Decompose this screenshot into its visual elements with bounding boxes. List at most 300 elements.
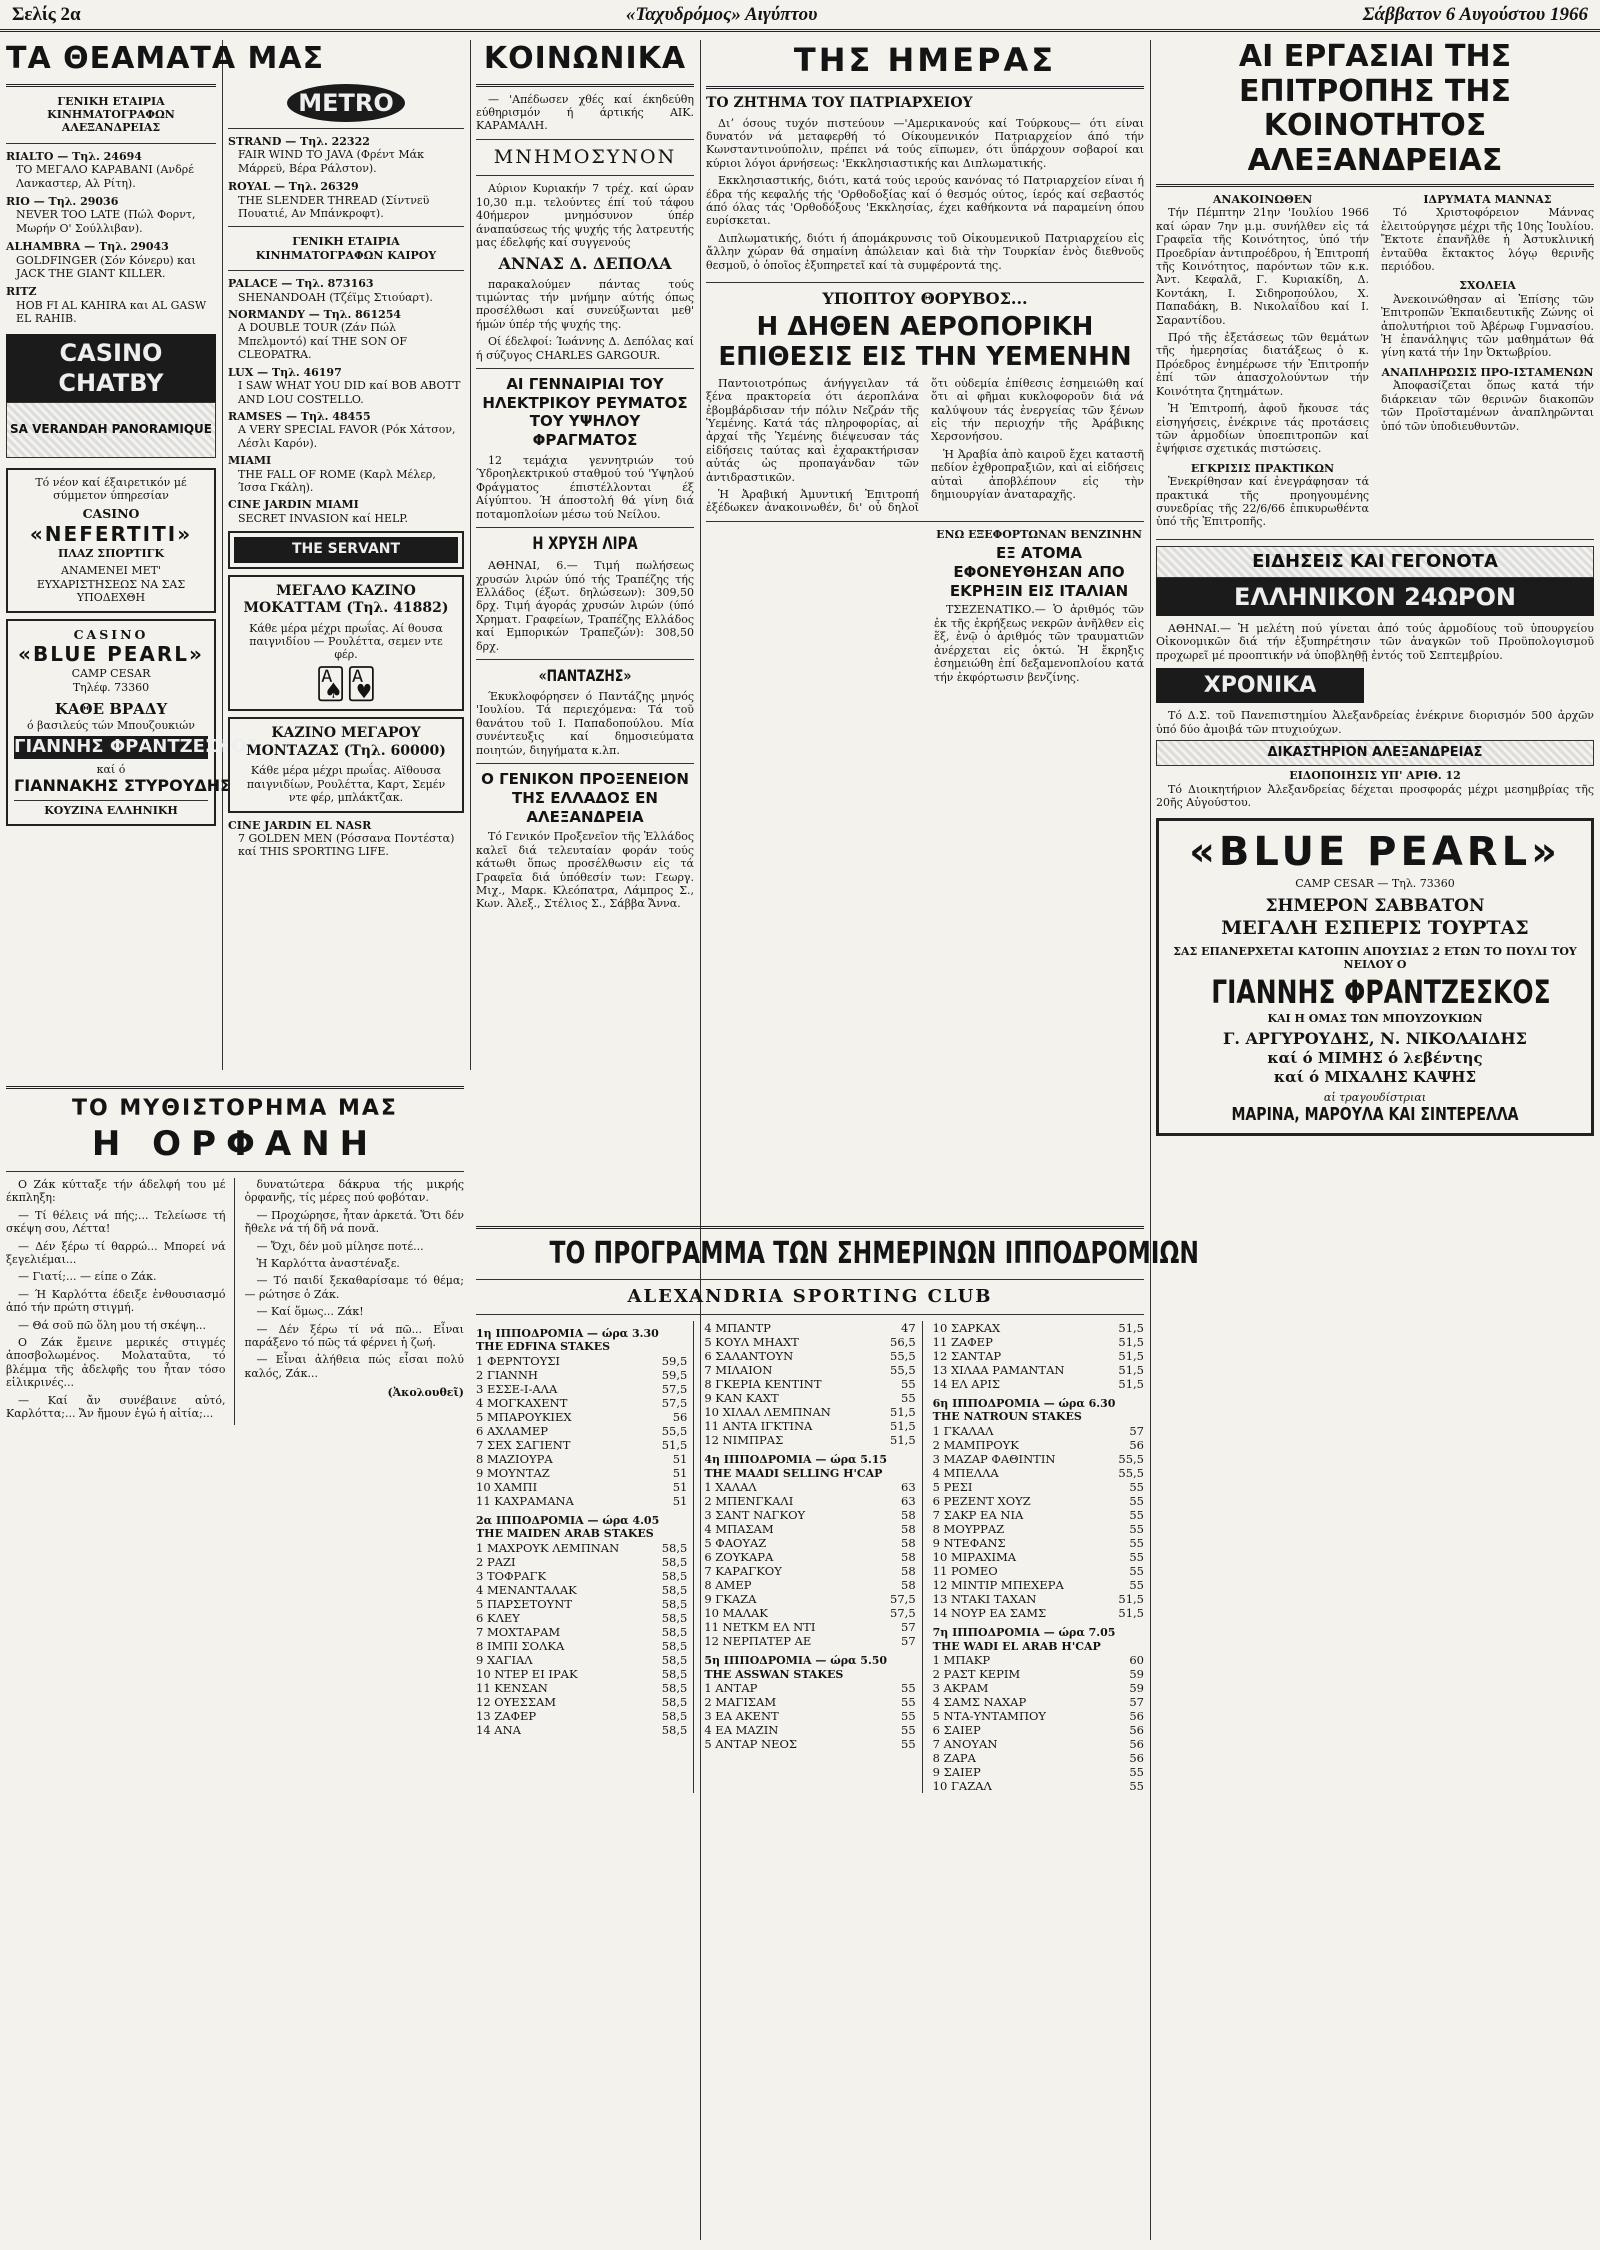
race-entry bbox=[933, 1564, 1144, 1578]
cinema-entry: MIAMI THE FALL OF ROME (Καρλ Μέλερ, Ίσσα Γκάλη). bbox=[228, 454, 436, 494]
blue-pearl-event-ad: «BLUE PEARL» CAMP CESAR — Τηλ. 73360 ΣΗΜΕΡΟΝ ΣΑΒΒΑΤΟΝ ΜΕΓΑΛΗ ΕΣΠΕΡΙΣ ΤΟΥΡΤΑΣ ΣΑΣ ΕΠΑΝΕΡΧΕΤΑΙ ΚΑΤΟΠΙΝ ΑΠΟΥΣΙΑΣ 2 ΕΤΩΝ ΤΟ ΠΟΥΛΙ ΤΟΥ ΝΕΙΛΟΥ Ο ΓΙΑΝΝΗΣ ΦΡΑΝΤΖΕΣΚΟΣ ΚΑΙ Η ΟΜΑΣ ΤΩΝ ΜΠΟΥΖΟΥΚΙΩΝ Γ. ΑΡΓΥΡΟΥΔΗΣ, Ν. ΝΙΚΟΛΑΙΔΗΣ καί ό ΜΙΜΗΣ ό λεβέντης καί ό ΜΙΧΑΛΗΣ ΚΑΨΗΣ αἱ τραγουδίστριαι ΜΑΡΙΝΑ, ΜΑΡΟΥΛΑ ΚΑΙ ΣΙΝΤΕΡΕΛΛΑ bbox=[1156, 818, 1594, 1136]
race-entry bbox=[704, 1391, 915, 1405]
column-community: ΑΙ ΕΡΓΑΣΙΑΙ ΤΗΣ ΕΠΙΤΡΟΠΗΣ ΤΗΣ ΚΟΙΝΟΤΗΤΟΣ ΑΛΕΞΑΝΔΡΕΙΑΣ ΑΝΑΚΟΙΝΩΘΕΝ Τήν Πέμπτην 21ην 'Ιουλίου 1966 καί ώραν 7ην μ.μ. συνήλθεν εἰς τά Γραφεῖα τῆς Κοινότητος, ὑπό τήν Προεδρίαν ἀντιπροέδρου, ἡ Ἐπιτροπή τῆς Κοινότητος, παρόντων τῶν κ.κ. Ἀντ. Κεφαλᾶ, Γ. Κυριακίδη, Δ. Κοντάκη, Ι. Σιδηροπούλου, Χ. Παπαδάκη, Β. Νικολαΐδου καί Ι. Σαραντίδου. Πρό τῆς ἐξετάσεως τῶν θεμάτων τῆς ἡμερησίας διατάξεως ὁ κ. Πρόεδρος ἐνημέρωσε τήν Ἐπιτροπήν ἐπί τῶν ἀπασχολούντων τήν Κοινότητα ζητημάτων. Ἡ Ἐπιτροπή, ἀφοῦ ἤκουσε τάς εἰσηγήσεις, ἐνέκρινε τάς προτάσεις τῶν ἁρμοδίων ὑποεπιτροπῶν καί ἐψήφισε σχετικάς πιστώσεις. ΕΓΚΡΙΣΙΣ ΠΡΑΚΤΙΚΩΝ Ἐνεκρίθησαν καί ἐνεγράφησαν τά πρακτικά τῆς προηγουμένης συνεδρίας τῆς 22/6/66 ἐπικυρωθέντα ὑπό τῆς Ἐπιτροπῆς. ΙΔΡΥΜΑΤΑ ΜΑΝΝΑΣ Τό Χριστοφόρειον Μάννας ἐλειτούργησε μέχρι τῆς 10ης Ἰουλίου. Ἔκτοτε ἐπανῆλθε ἡ Ἀστυκλινική ἐνταῦθα ἔκτακτος λόγῳ θερινῆς περιόδου. ΣΧΟΛΕΙΑ Ἀνεκοινώθησαν αἱ Ἐπίσης τῶν Ἐπιτροπῶν Ἐκπαιδευτικῆς Ζώνης οἱ ἀπολυτήριοι τοῦ Ἀβέρωφ Γυμνασίου. Ἡ ἐπανάληψις τῶν μαθημάτων θά γίνη κατά τήν 1ην Ὀκτωβρίου. ΑΝΑΠΛΗΡΩΣΙΣ ΠΡΟ-ΙΣΤΑΜΕΝΩΝ Ἀποφασίζεται ὅπως κατά τήν διάρκειαν τῶν θερινῶν διακοπῶν τῶν Προϊσταμένων ἀναπληρῶνται ὑπό τῶν ὑποδιευθυντῶν. ΕΙΔΗΣΕΙΣ ΚΑΙ ΓΕΓΟΝΟΤΑ ΕΛΛΗΝΙΚΟΝ 24ΩΡΟΝ ΑΘΗΝΑΙ.— Ἡ μελέτη πού γίνεται ἀπό τούς ἁρμοδίους τοῦ ὑπουργείου Οἰκονομικῶν διά τήν ἐξυπηρέτησιν τῶν ἀναγκῶν τοῦ Προϋπολογισμοῦ προχωρεῖ μέ προοπτικήν νά ὑποβληθῇ ἐντός τοῦ Σεπτεμβρίου. ΧΡΟΝΙΚΑ Τό Δ.Σ. τοῦ Πανεπιστημίου Ἀλεξανδρείας ἐνέκρινε διορισμόν 500 ἀρχῶν ὑπό δύο ἀμοιβά τῶν πτυχιούχων. ΔΙΚΑΣΤΗΡΙΟΝ ΑΛΕΞΑΝΔΡΕΙΑΣ ΕΙΔΟΠΟΙΗΣΙΣ ΥΠ' ΑΡΙΘ. 12 Τό Διοικητήριον Ἀλεξανδρείας δέχεται προσφοράς μέχρι μεσημβρίας τῆς 20ῆς Αὐγούστου. «BLUE PEARL» CAMP CESAR — Τηλ. 73360 ΣΗΜΕΡΟΝ ΣΑΒΒΑΤΟΝ ΜΕΓΑΛΗ ΕΣΠΕΡΙΣ ΤΟΥΡΤΑΣ ΣΑΣ ΕΠΑΝΕΡΧΕΤΑΙ ΚΑΤΟΠΙΝ ΑΠΟΥΣΙΑΣ 2 ΕΤΩΝ ΤΟ ΠΟΥΛΙ ΤΟΥ ΝΕΙΛΟΥ Ο ΓΙΑΝΝΗΣ ΦΡΑΝΤΖΕΣΚΟΣ ΚΑΙ Η ΟΜΑΣ ΤΩΝ ΜΠΟΥΖΟΥΚΙΩΝ Γ. ΑΡΓΥΡΟΥΔΗΣ, Ν. ΝΙΚΟΛΑΙΔΗΣ καί ό ΜΙΜΗΣ ό λεβέντης καί ό ΜΙΧΑΛΗΣ ΚΑΨΗΣ αἱ τραγουδίστριαι ΜΑΡΙΝΑ, ΜΑΡΟΥΛΑ ΚΑΙ ΣΙΝΤΕΡΕΛΛΑ bbox=[1156, 40, 1594, 2240]
horse-weight: 58,5 bbox=[661, 1624, 688, 1639]
horse-weight: 55 bbox=[901, 1391, 916, 1406]
race-entry bbox=[704, 1620, 915, 1634]
race-entry bbox=[704, 1681, 915, 1695]
horse-name: 8 ΙΜΠΙ ΣΟΛΚΑ bbox=[476, 1638, 565, 1653]
horse-weight: 51,5 bbox=[661, 1437, 688, 1452]
race-entry bbox=[933, 1723, 1144, 1737]
horse-name: 10 ΜΑΛΑΚ bbox=[704, 1606, 768, 1621]
blue-pearl-casino-ad: CASINO «BLUE PEARL» CAMP CESAR Τηλέφ. 73360 ΚΑΘΕ ΒΡΑΔΥ ό βασιλεύς τών Μπουζουκιών ΓΙΑΝΝΗΣ ΦΡΑΝΤΖΕΣΚΟΣ καί ό ΓΙΑΝΝΑΚΗΣ ΣΤΥΡΟΥΔΗΣ ΚΟΥΖΙΝΑ ΕΛΛΗΝΙΚΗ bbox=[6, 619, 216, 826]
horse-weight: 56 bbox=[1129, 1751, 1144, 1766]
novel-col-a: Ο Ζάκ κύτταξε τήν άδελφή του μέ έκπληξη: — Τί θέλεις νά πής;... Τελείωσε τή σκέψη σου, Λέττα! — Δέν ξέρω τί θαρρώ... Μπορεί νά ξεγελιέμαι... — Γιατί;... — είπε ο Ζάκ. — Ή Καρλόττα έδειξε ἐνθουσιασμό ἀπό τήν πρώτη στιγμή. — Θά σοῦ πῶ ὅλη μου τή σκέψη... Ο Ζάκ ἔμεινε μερικές στιγμές ἀποσβολωμένος. Μολαταῦτα, τό βλέμμα τῆς ἀδελφῆς του ἦταν τόσο εἰλικρινές... — Καί ἄν συνέβαινε αὐτό, Καρλόττα;... Ἄν ἤμουν ἐγώ ἡ αἰτία;... bbox=[6, 1178, 235, 1425]
race-entry bbox=[704, 1564, 915, 1578]
horse-weight: 47 bbox=[901, 1321, 916, 1335]
race-entry bbox=[476, 1466, 687, 1480]
race-entry bbox=[704, 1377, 915, 1391]
company-title: ΓΕΝΙΚΗ ΕΤΑΙΡΙΑ ΚΙΝΗΜΑΤΟΓΡΑΦΩΝ ΚΑΙΡΟΥ bbox=[255, 235, 437, 262]
race-entry bbox=[933, 1779, 1144, 1793]
race-entry bbox=[476, 1723, 687, 1737]
horse-weight: 55 bbox=[1129, 1479, 1144, 1494]
horse-weight: 51 bbox=[672, 1465, 688, 1480]
race-block bbox=[704, 1654, 915, 1751]
horse-weight: 55 bbox=[1129, 1507, 1144, 1522]
race-block bbox=[933, 1321, 1144, 1391]
race-entry bbox=[476, 1583, 687, 1597]
horse-weight: 51,5 bbox=[1118, 1335, 1144, 1350]
company-title: ΓΕΝΙΚΗ ΕΤΑΙΡΙΑ ΚΙΝΗΜΑΤΟΓΡΑΦΩΝ ΑΛΕΞΑΝΔΡΕΙΑΣ bbox=[47, 94, 175, 135]
horse-weight: 58 bbox=[901, 1522, 916, 1536]
race-entry bbox=[704, 1480, 915, 1494]
servant-title: THE SERVANT bbox=[291, 541, 401, 558]
horse-name: 9 ΜΟΥΝΤΑΖ bbox=[476, 1465, 550, 1480]
horse-weight: 58,5 bbox=[661, 1596, 688, 1611]
headline: ΑΙ ΓΕΝΝΑΙΡΙΑΙ ΤΟΥ ΗΛΕΚΤΡΙΚΟΥ ΡΕΥΜΑΤΟΣ ΤΟΥ ΥΨΗΛΟΥ ΦΡΑΓΜΑΤΟΣ bbox=[482, 374, 688, 450]
race-entry bbox=[933, 1667, 1144, 1681]
race-entry bbox=[476, 1653, 687, 1667]
race-entry bbox=[704, 1634, 915, 1648]
horse-weight: 57,5 bbox=[661, 1381, 688, 1396]
race-entry bbox=[933, 1536, 1144, 1550]
race-entry bbox=[704, 1433, 915, 1447]
race-block bbox=[933, 1397, 1144, 1620]
horse-weight: 55 bbox=[901, 1377, 916, 1392]
horse-name: 2 ΡΑΣΤ ΚΕΡΙΜ bbox=[932, 1666, 1021, 1681]
horse-weight: 57,5 bbox=[890, 1592, 916, 1607]
horse-name: 11 ΚΑΧΡΑΜΑΝΑ bbox=[476, 1493, 574, 1508]
horse-name: 1 ΦΕΡΝΤΟΥΣΙ bbox=[476, 1353, 560, 1368]
horse-weight: 57 bbox=[1129, 1423, 1144, 1438]
horse-name: 5 ΡΕΣΙ bbox=[932, 1479, 973, 1494]
horse-name: 1 ΑΝΤΑΡ bbox=[704, 1680, 758, 1695]
horse-name: 12 ΣΑΝΤΑΡ bbox=[932, 1349, 1002, 1364]
race-entry bbox=[933, 1765, 1144, 1779]
horse-weight: 59,5 bbox=[661, 1353, 688, 1368]
race-entry bbox=[933, 1522, 1144, 1536]
metro-ad: METRO bbox=[287, 84, 405, 122]
subhead: ΕΓΚΡΙΣΙΣ ΠΡΑΚΤΙΚΩΝ bbox=[1190, 461, 1335, 475]
race-entry bbox=[933, 1737, 1144, 1751]
horse-weight: 57 bbox=[901, 1634, 916, 1649]
subhead: ΣΧΟΛΕΙΑ bbox=[1459, 279, 1516, 293]
horse-name: 8 ΓΚΕΡΙΑ ΚΕΝΤΙΝΤ bbox=[704, 1377, 822, 1392]
horse-weight: 56,5 bbox=[890, 1335, 916, 1350]
page-number: Σελίς 2α bbox=[12, 3, 81, 25]
race-entry bbox=[704, 1335, 915, 1349]
horse-name: 2 ΜΑΓΙΣΑΜ bbox=[704, 1694, 777, 1709]
horse-name: 5 ΜΠΑΡΟΥΚΙΕΧ bbox=[476, 1409, 572, 1424]
race-block bbox=[704, 1453, 915, 1648]
headline: Η ΔΗΘΕΝ ΑΕΡΟΠΟΡΙΚΗ ΕΠΙΘΕΣΙΣ ΕΙΣ ΤΗΝ ΥΕΜΕΝΗΝ bbox=[718, 311, 1132, 372]
race-entry bbox=[933, 1452, 1144, 1466]
race-title: 5η ΙΠΠΟΔΡΟΜΙΑ — ώρα 5.50 bbox=[704, 1654, 888, 1668]
horse-name: 5 ΦΑΟΥΑΖ bbox=[704, 1536, 767, 1551]
verandah-ad: SA VERANDAH PANORAMIQUE bbox=[6, 402, 216, 458]
issue-date: Σάββατον 6 Αυγούστου 1966 bbox=[1362, 3, 1588, 25]
horse-name: 7 ΣΕΧ ΣΑΓΙΕΝΤ bbox=[476, 1437, 571, 1452]
horse-name: 6 ΑΧΛΑΜΕΡ bbox=[476, 1423, 548, 1438]
horse-weight: 57,5 bbox=[661, 1395, 688, 1410]
horse-weight: 58,5 bbox=[661, 1610, 688, 1625]
horse-name: 14 ΕΛ ΑΡΙΣ bbox=[932, 1377, 1001, 1392]
race-entry bbox=[933, 1335, 1144, 1349]
section-banner: ΤΗΣ ΗΜΕΡΑΣ bbox=[793, 41, 1057, 79]
cinema-entry: PALACE — Τηλ. 873163 SHENANDOAH (Τζέϊμς Στιούαρτ). bbox=[228, 277, 433, 304]
horse-name: 13 ΧΙΛΑΑ ΡΑΜΑΝΤΑΝ bbox=[932, 1363, 1065, 1378]
race-entry bbox=[933, 1653, 1144, 1667]
horse-name: 6 ΣΑΛΑΝΤΟΥΝ bbox=[704, 1349, 794, 1364]
horse-weight: 58,5 bbox=[661, 1540, 688, 1555]
column-rule bbox=[222, 40, 223, 1070]
horse-weight: 55 bbox=[1129, 1550, 1144, 1565]
horse-name: 2 ΓΙΑΝΝΗ bbox=[476, 1367, 538, 1382]
horse-weight: 51,5 bbox=[1118, 1349, 1144, 1364]
horse-name: 3 ΜΑΖΑΡ ΦΑΘΙΝΤΙΝ bbox=[932, 1451, 1056, 1466]
novel-section bbox=[6, 1080, 464, 2240]
horse-weight: 51,5 bbox=[890, 1405, 916, 1420]
horse-weight: 51 bbox=[672, 1479, 688, 1494]
horse-weight: 58,5 bbox=[661, 1568, 688, 1583]
horse-weight: 58 bbox=[901, 1550, 916, 1565]
article-body: Διʼ όσους τυχόν πιστεύουν —'Αμερικανούς καί Τούρκους— ότι είναι δυνατόν νά μεταφερθή τό Οίκουμενικόν Πατριαρχείον άπό τήν Κωνσταντινούπολιν, πρέπει νά τούς εϊπωμεν, ότι ΰπάρχουν σοβαροί και κύριοι λόγοι άρνήσεως: 'Εκκλησιαστικής και Διπλωματικής. Εκκλησιαστικής, διότι, κατά τούς ιερούς κανόνας τό Πατριαρχείον είναι ή έδρα τής κεφαλής τής 'Ορθοδοξίας καί ό θεσμός ούτος, ίερός καί σεβαστός άπό όλας τάς 'Ορθοδόξους 'Εκκλησίας, έχει καθήκοντα νά παραμείνη όπου ευρίσκεται. Διπλωματικής, διότι ή άπομάκρυνσις τοῦ Οἰκουμενικοῦ Πατριαρχείου εἰς ἄλλην χώραν θά σημαίνη ἀπώλειαν καὶ διὰ τὴν Τουρκίαν ἑνὸς διεθνοῦς θεσμοῦ, ὁ ὁποῖος ἐξυπηρετεῖ καί τὰ συμφέροντά της. bbox=[706, 116, 1144, 272]
horse-name: 12 ΜΙΝΤΙΡ ΜΠΕΧΕΡΑ bbox=[932, 1578, 1064, 1593]
race-entry bbox=[704, 1578, 915, 1592]
horse-weight: 58 bbox=[901, 1536, 916, 1551]
headline: ΕΞ ΑΤΟΜΑ ΕΦΟΝΕΥΘΗΣΑΝ ΑΠΟ ΕΚΡΗΞΙΝ ΕΙΣ ΙΤΑΛΙΑΝ bbox=[949, 544, 1129, 600]
race-entry bbox=[933, 1681, 1144, 1695]
horse-name: 6 ΣΑΙΕΡ bbox=[932, 1723, 981, 1737]
article-body: Παντοιοτρόπως άνήγγειλαν τά ξένα πρακτορεία ότι άεροπλάνα ἐβομβάρδισαν τήν πόλιν Νεζράν τῆς Ὑεμένης. Κατά τάς πληροφορίας, αἱ ἀρχαί τῆς Ὑεμένης διέψευσαν τάς εἰδήσεις ταύτας καὶ ἐχαρακτήρισαν αὐτάς ὡς προπαγάνδαν τῶν ἀντιδραστικῶν. Ἡ Ἀραβική Ἀμυντική Ἐπιτροπή ἐξέδωκεν ἀνακοινωθέν, δι' οὗ δηλοῖ ὅτι οὐδεμία ἐπίθεσις ἐσημειώθη καί ὅτι αἱ φῆμαι κυκλοφοροῦν διά νά καλύψουν τάς ἐνεργείας τῶν ξένων εἰς τήν περιοχήν τῆς Ἀράβικης Χερσονήσου. Ἡ Ἀραβία ἀπὸ καιροῦ ἔχει καταστῆ πεδίον ἐχθροπραξιῶν, καὶ αἱ εἰδήσεις αὐταὶ ἀποβλέπουν εἰς τὴν δημιουργίαν ἀναταραχῆς. bbox=[706, 376, 1144, 515]
horse-weight: 58,5 bbox=[661, 1582, 688, 1597]
section-banner: ΚΟΙΝΩΝΙΚΑ bbox=[483, 41, 687, 76]
horse-name: 4 ΕΑ ΜΑΖΙΝ bbox=[704, 1723, 779, 1737]
horse-weight: 55 bbox=[901, 1708, 916, 1723]
horse-name: 7 ΚΑΡΑΓΚΟΥ bbox=[704, 1564, 782, 1579]
race-entry bbox=[476, 1396, 687, 1410]
horse-weight: 55 bbox=[1129, 1564, 1144, 1579]
race-entry bbox=[704, 1321, 915, 1335]
horse-name: 1 ΧΑΛΑΛ bbox=[704, 1479, 757, 1494]
race-entry bbox=[476, 1382, 687, 1396]
horse-weight: 58 bbox=[901, 1564, 916, 1579]
horse-name: 8 ΖΑΡΑ bbox=[932, 1751, 976, 1766]
horse-name: 3 ΕΑ ΑΚΕΝΤ bbox=[704, 1708, 779, 1723]
announce-label: ΑΝΑΚΟΙΝΩΘΕΝ bbox=[1212, 193, 1313, 206]
horse-weight: 63 bbox=[901, 1479, 916, 1494]
horse-name: 5 ΝΤΑ-ΥΝΤΑΜΠΟΥ bbox=[932, 1708, 1047, 1723]
race-block bbox=[704, 1321, 915, 1447]
servant-ad bbox=[228, 531, 464, 569]
horse-name: 7 ΜΙΛΑΙΟΝ bbox=[704, 1363, 773, 1378]
race-entry bbox=[476, 1368, 687, 1382]
horse-weight: 56 bbox=[1129, 1708, 1144, 1723]
horse-name: 2 ΜΠΕΝΓΚΑΛΙ bbox=[704, 1493, 794, 1508]
horse-name: 10 ΣΑΡΚΑΧ bbox=[932, 1321, 1001, 1335]
casino-chatby-ad: CASINO CHATBY bbox=[6, 334, 216, 402]
race-entry bbox=[476, 1569, 687, 1583]
horse-name: 14 ΑΝΑ bbox=[476, 1723, 521, 1737]
horse-name: 8 ΜΟΥΡΡΑΖ bbox=[932, 1522, 1005, 1536]
cinema-entry: RIALTO — Τηλ. 24694 ΤΟ ΜΕΓΑΛΟ ΚΑΡΑΒΑΝΙ (Ανδρέ Λανκαστερ, Αλ Ρίτη). bbox=[6, 149, 194, 190]
horse-weight: 51,5 bbox=[1118, 1592, 1144, 1607]
horse-weight: 58,5 bbox=[661, 1694, 688, 1709]
horse-weight: 59,5 bbox=[661, 1367, 688, 1382]
horse-weight: 55,5 bbox=[890, 1349, 916, 1364]
horse-name: 10 ΧΑΜΠΙ bbox=[476, 1479, 538, 1494]
race-name: THE MAADI SELLING H'CAP bbox=[704, 1466, 883, 1480]
race-title: 7η ΙΠΠΟΔΡΟΜΙΑ — ώρα 7.05 bbox=[932, 1626, 1116, 1640]
race-entry bbox=[704, 1508, 915, 1522]
horse-name: 3 ΣΑΝΤ ΝΑΓΚΟΥ bbox=[704, 1507, 806, 1522]
race-entry bbox=[933, 1709, 1144, 1723]
horse-name: 4 ΣΑΜΣ ΝΑΧΑΡ bbox=[932, 1694, 1027, 1709]
horse-name: 9 ΚΑΝ ΚΑΧΤ bbox=[704, 1391, 779, 1406]
race-name: THE NATROUN STAKES bbox=[932, 1410, 1082, 1424]
horse-weight: 51,5 bbox=[1118, 1606, 1144, 1621]
horse-weight: 59 bbox=[1129, 1666, 1144, 1681]
race-entry bbox=[704, 1695, 915, 1709]
race-entry bbox=[704, 1419, 915, 1433]
horse-weight: 58,5 bbox=[661, 1708, 688, 1723]
playing-cards-icon: 🂡🂱 bbox=[315, 666, 377, 702]
race-entry bbox=[704, 1737, 915, 1751]
race-entry bbox=[704, 1536, 915, 1550]
race-entry bbox=[933, 1438, 1144, 1452]
horse-weight: 58,5 bbox=[661, 1652, 688, 1667]
horse-name: 7 ΣΑΚΡ ΕΑ ΝΙΑ bbox=[932, 1507, 1024, 1522]
horse-weight: 58 bbox=[901, 1507, 916, 1522]
cinema-entry: RITZ HOB FI AL KAHIRA και AL GASW EL RAHIB. bbox=[6, 285, 207, 326]
race-entry bbox=[933, 1508, 1144, 1522]
race-entry bbox=[933, 1349, 1144, 1363]
cinema-entry: RIO — Τηλ. 29036 NEVER TOO LATE (Πώλ Φορντ, Μωρήν Ο' Σούλλιβαν). bbox=[6, 194, 196, 235]
horse-name: 14 ΝΟΥΡ ΕΑ ΣΑΜΣ bbox=[932, 1606, 1047, 1621]
race-entry bbox=[704, 1522, 915, 1536]
race-name: THE ASSWAN STAKES bbox=[704, 1667, 844, 1681]
race-entry bbox=[933, 1466, 1144, 1480]
race-entry bbox=[704, 1494, 915, 1508]
horse-weight: 51,5 bbox=[890, 1433, 916, 1448]
horse-name: 4 ΜΠΑΝΤΡ bbox=[704, 1321, 771, 1335]
novel-col-b: δυνατώτερα δάκρυα τής μικρής ὀρφανῆς, τίς μέρες πού φοβόταν. — Προχώρησε, ἦταν ἀρκετά. Ὅτι δέν ἤθελε νά τή δῆ νά πονᾶ. — Ὄχι, δέν μοῦ μίλησε ποτέ... Ἡ Καρλόττα ἀναστέναξε. — Τό παιδί ξεκαθαρίσαμε τό θέμα; — ρώτησε ὁ Ζάκ. — Καί ὅμως... Ζάκ! — Δέν ξέρω τί νά πῶ... Εἶναι παράξενο τό πῶς τά φέρνει ἡ ζωή. — Εἶναι ἀλήθεια πώς εἶσαι πολύ καλός, Ζάκ... (Ἀκολουθεῖ) bbox=[244, 1178, 464, 1400]
cinema-entry: RAMSES — Τηλ. 48455 A VERY SPECIAL FAVOR (Ρόκ Χάτσον, Λέσλι Καρόν). bbox=[228, 409, 456, 450]
race-entry bbox=[933, 1494, 1144, 1508]
horse-weight: 55,5 bbox=[1118, 1451, 1144, 1466]
horse-weight: 56 bbox=[672, 1409, 688, 1424]
subhead: ΑΝΑΠΛΗΡΩΣΙΣ ΠΡΟ-ΙΣΤΑΜΕΝΩΝ bbox=[1381, 365, 1594, 379]
race-entry bbox=[476, 1625, 687, 1639]
race-entry bbox=[933, 1578, 1144, 1592]
horse-name: 11 ΝΕΤΚΜ ΕΛ ΝΤΙ bbox=[704, 1620, 816, 1635]
races-banner: ΤΟ ΠΡΟΓΡΑΜΜΑ ΤΩΝ ΣΗΜΕΡΙΝΩΝ ΙΠΠΟΔΡΟΜΙΩΝ bbox=[549, 1236, 1199, 1271]
horse-weight: 58,5 bbox=[661, 1638, 688, 1653]
race-column bbox=[933, 1321, 1144, 1793]
horse-weight: 55 bbox=[1129, 1779, 1144, 1794]
horse-name: 11 ΖΑΦΕΡ bbox=[932, 1335, 993, 1350]
horse-weight: 58,5 bbox=[661, 1723, 688, 1737]
headline: Ο ΓΕΝΙΚΟΝ ΠΡΟΞΕΝΕΙΟΝ ΤΗΣ ΕΛΛΑΔΟΣ ΕΝ ΑΛΕΞΑΝΔΡΕΙΑ bbox=[481, 770, 689, 826]
race-entry bbox=[933, 1695, 1144, 1709]
race-entry bbox=[933, 1424, 1144, 1438]
horse-weight: 51,5 bbox=[1118, 1377, 1144, 1392]
novel-title: Η ΟΡΦΑΝΗ bbox=[91, 1123, 379, 1164]
race-entry bbox=[476, 1667, 687, 1681]
kicker: ΥΠΟΠΤΟΥ ΘΟΡΥΒΟΣ... bbox=[822, 288, 1028, 308]
nefertiti-ad: Τό νέον καί έξαιρετικόν μέ σύμμετον ύπηρεσίαν CASINO «NEFERTITI» ΠΛΑΖ ΣΠΟΡΤΙΓΚ ΑΝΑΜΕΝΕΙ ΜΕΤ' ΕΥΧΑΡΙΣΤΗΣΕΩΣ ΝΑ ΣΑΣ ΥΠΟΔΕΧΘΗ bbox=[6, 468, 216, 613]
horse-name: 3 ΕΣΣΕ-Ι-ΑΛΑ bbox=[476, 1381, 558, 1396]
horse-weight: 55,5 bbox=[1118, 1465, 1144, 1480]
race-entry bbox=[704, 1550, 915, 1564]
race-entry bbox=[704, 1592, 915, 1606]
race-entry bbox=[933, 1550, 1144, 1564]
horse-name: 11 ΚΕΝΣΑΝ bbox=[476, 1680, 548, 1695]
horse-name: 11 ΡΟΜΕΟ bbox=[932, 1564, 998, 1579]
horse-name: 5 ΠΑΡΣΕΤΟΥΝΤ bbox=[476, 1596, 572, 1611]
race-entry bbox=[476, 1597, 687, 1611]
cinema-list bbox=[6, 150, 216, 326]
race-entry bbox=[933, 1480, 1144, 1494]
race-entry bbox=[476, 1639, 687, 1653]
horse-weight: 55 bbox=[1129, 1578, 1144, 1593]
mokattam-casino-ad: ΜΕΓΑΛΟ ΚΑΖΙΝΟ ΜΟΚΑΤΤΑΜ (Τηλ. 41882) Κάθε μέρα μέχρι πρωΐας. Αί θουσα παιγνιδίου — Ρουλέττα, σεμεν ντε φέρ. 🂡🂱 bbox=[228, 575, 464, 712]
horse-name: 9 ΧΑΓΙΑΛ bbox=[476, 1652, 533, 1667]
horse-weight: 55 bbox=[901, 1694, 916, 1709]
column-news-of-the-day: ΤΗΣ ΗΜΕΡΑΣ ΤΟ ΖΗΤΗΜΑ ΤΟΥ ΠΑΤΡΙΑΡΧΕΙΟΥ Διʼ όσους τυχόν πιστεύουν —'Αμερικανούς καί Τούρκους— ότι είναι δυνατόν νά μεταφερθή τό Οίκουμενικόν Πατριαρχείον άπό τήν Κωνσταντινούπολιν, πρέπει νά τούς εϊπωμεν, ότι ΰπάρχουν σοβαροί και κύριοι λόγοι άρνήσεως: 'Εκκλησιαστικής και Διπλωματικής. Εκκλησιαστικής, διότι, κατά τούς ιερούς κανόνας τό Πατριαρχείον είναι ή έδρα τής κεφαλής τής 'Ορθοδοξίας καί ό θεσμός ούτος, ίερός καί σεβαστός άπό όλας τάς 'Ορθοδόξους 'Εκκλησίας, έχει καθήκοντα νά παραμείνη όπου ευρίσκεται. Διπλωματικής, διότι ή άπομάκρυνσις τοῦ Οἰκουμενικοῦ Πατριαρχείου εἰς ἄλλην χώραν θά σημαίνη ἀπώλειαν καὶ διὰ τὴν Τουρκίαν ἑνὸς διεθνοῦς θεσμοῦ, ὁ ὁποῖος ἐξυπηρετεῖ καί τὰ συμφέροντά της. ΥΠΟΠΤΟΥ ΘΟΡΥΒΟΣ... Η ΔΗΘΕΝ ΑΕΡΟΠΟΡΙΚΗ ΕΠΙΘΕΣΙΣ ΕΙΣ ΤΗΝ ΥΕΜΕΝΗΝ Παντοιοτρόπως άνήγγειλαν τά ξένα πρακτορεία ότι άεροπλάνα ἐβομβάρδισαν τήν πόλιν Νεζράν τῆς Ὑεμένης. Κατά τάς πληροφορίας, αἱ ἀρχαί τῆς Ὑεμένης διέψευσαν τάς εἰδήσεις ταύτας καὶ ἐχαρακτήρισαν αὐτάς ὡς προπαγάνδαν τῶν ἀντιδραστικῶν. Ἡ Ἀραβική Ἀμυντική Ἐπιτροπή ἐξέδωκεν ἀνακοινωθέν, δι' οὗ δηλοῖ ὅτι οὐδεμία ἐπίθεσις ἐσημειώθη καί ὅτι αἱ φῆμαι κυκλοφοροῦν διά νά καλύψουν τάς ἐνεργείας τῶν ξένων εἰς τήν περιοχήν τῆς Ἀράβικης Χερσονήσου. Ἡ Ἀραβία ἀπὸ καιροῦ ἔχει καταστῆ πεδίον ἐχθροπραξιῶν, καὶ αἱ εἰδήσεις αὐταὶ ἀποβλέπουν εἰς τὴν δημιουργίαν ἀναταραχῆς. ΕΝΩ ΕΞΕΦΟΡΤΩΝΑΝ ΒΕΝΖΙΝΗΝ ΕΞ ΑΤΟΜΑ ΕΦΟΝΕΥΘΗΣΑΝ ΑΠΟ ΕΚΡΗΞΙΝ ΕΙΣ ΙΤΑΛΙΑΝ ΤΣΕΖΕΝΑΤΙΚΟ.— Ὁ ἀριθμός τῶν ἐκ τῆς ἐκρήξεως νεκρῶν ἀνῆλθεν εἰς ἕξ, ἐνῷ ὁ ἀριθμός τῶν τραυματιῶν ἀνέρχεται εἰς ὀκτώ. Ἡ ἔκρηξις ἐσημειώθη ἐπί δεξαμενοπλοίου κατά τήν ἐκφόρτωσιν βενζίνης. bbox=[706, 41, 1144, 684]
race-entry bbox=[476, 1494, 687, 1508]
memorial-name: ΑΝΝΑΣ Δ. ΔΕΠΟΛΑ bbox=[498, 253, 672, 273]
race-column bbox=[476, 1321, 694, 1793]
horse-name: 1 ΓΚΑΛΑΛ bbox=[932, 1423, 994, 1438]
race-entry bbox=[476, 1410, 687, 1424]
novel-banner: ΤΟ ΜΥΘΙΣΤΟΡΗΜΑ ΜΑΣ bbox=[72, 1096, 398, 1121]
race-entry bbox=[476, 1452, 687, 1466]
races-club: ALEXANDRIA SPORTING CLUB bbox=[627, 1285, 993, 1307]
horse-weight: 58,5 bbox=[661, 1666, 688, 1681]
kicker: ΕΝΩ ΕΞΕΦΟΡΤΩΝΑΝ ΒΕΝΖΙΝΗΝ bbox=[936, 527, 1142, 541]
horse-name: 1 ΜΑΧΡΟΥΚ ΛΕΜΠΝΑΝ bbox=[476, 1540, 620, 1555]
race-entry bbox=[704, 1709, 915, 1723]
race-entry bbox=[933, 1321, 1144, 1335]
race-entry bbox=[476, 1709, 687, 1723]
race-entry bbox=[933, 1377, 1144, 1391]
horse-name: 4 ΜΕΝΑΝΤΑΛΑΚ bbox=[476, 1582, 577, 1597]
cinema-entry: LUX — Τηλ. 46197 I SAW WHAT YOU DID καί BOB ABOTT AND LOU COSTELLO. bbox=[228, 365, 461, 406]
race-name: THE WADI EL ARAB H'CAP bbox=[932, 1639, 1101, 1653]
race-entry bbox=[704, 1405, 915, 1419]
horse-weight: 56 bbox=[1129, 1723, 1144, 1737]
race-entry bbox=[476, 1611, 687, 1625]
race-entry bbox=[704, 1606, 915, 1620]
horse-weight: 60 bbox=[1129, 1652, 1144, 1667]
horse-weight: 55 bbox=[901, 1723, 916, 1737]
horse-name: 10 ΧΙΛΑΛ ΛΕΜΠΝΑΝ bbox=[704, 1405, 831, 1420]
horse-name: 8 ΑΜΕΡ bbox=[704, 1578, 752, 1593]
horse-weight: 56 bbox=[1129, 1737, 1144, 1752]
column-social: ΚΟΙΝΩΝΙΚΑ — 'Απέδωσεν χθές καί έκηδεύθη εύθηρισμόν ή άρτικής ΑΙΚ. ΚΑΡΑΜΑΛΗ. ΜΝΗΜΟΣΥΝΟΝ Αύριον Κυριακήν 7 τρέχ. καί ώραν 10,30 π.μ. τελούντες έπί τού τάφου 40ήμερον μνημόσυνον ύπέρ άναπαύσεως τής ψυχής τής λατρευτής μας έδελφής καί συγγενούς ΑΝΝΑΣ Δ. ΔΕΠΟΛΑ παρακαλούμεν πάντας τούς τιμώντας τήν μνήμην αύτής όπως προσέλθωσι καί συνεύξωνται μεθ' ήμών ύπέρ τής ψυχής της. Οί έδελφοί: Ίωάννης Δ. Δεπόλας καί ή σύζυγος CHARLES GARGOUR. ΑΙ ΓΕΝΝΑΙΡΙΑΙ ΤΟΥ ΗΛΕΚΤΡΙΚΟΥ ΡΕΥΜΑΤΟΣ ΤΟΥ ΥΨΗΛΟΥ ΦΡΑΓΜΑΤΟΣ 12 τεμάχια γεννητριών τού Ύδροηλεκτρικού σταθμού τού 'Υψηλού Φράγματος έπιστέλλονται έξ Αίγύπτου. Ή άποστολή θά γίνη διά ποταμοπλοίων μέσω τού Νείλου. Η ΧΡΥΣΗ ΛΙΡΑ ΑΘΗΝΑΙ, 6.— Τιμή πωλήσεως χρυσών λιρών ύπό τής Τραπέζης τής Ελλάδος (έξωτ. δηλώσεων): 309,50 δρχ. Τιμή άγοράς χρυσών λιρών (ύπό Χρηματ. Γραφείων, Τραπέζης Ελλάδος καί Εμπορικών Τραπεζών): 308,50 δρχ. «ΠΑΝΤΑΖΗΣ» Έκυκλοφόρησεν ό Παντάζης μηνός 'Ιουλίου. Τά περιεχόμενα: Τά τοῦ θανάτου τοῦ Ι. Παπαδοπούλου. Μία συνέντευξις καί δημοσιεύματα ποιητών, διηγήματα κ.λπ. Ο ΓΕΝΙΚΟΝ ΠΡΟΞΕΝΕΙΟΝ ΤΗΣ ΕΛΛΑΔΟΣ ΕΝ ΑΛΕΞΑΝΔΡΕΙΑ Τό Γενικόν Προξενεῖον τῆς Ἑλλάδος καλεῖ διά τελευταίαν φοράν τούς κάτωθι ὅπως προσέλθωσιν εἰς τά Γραφεῖα διά ὑπόθεσίν των: Γεωργ. Μιχ., Μαρκ. Κλεόπατρα, Λάμπρος Σ., Κων. Ἀλεξ., Στέλιος Σ., Σάββα Ἄννα. bbox=[476, 41, 694, 911]
horse-name: 6 ΚΛΕΥ bbox=[476, 1610, 520, 1625]
masthead bbox=[0, 0, 1600, 32]
column-rule bbox=[1150, 40, 1151, 2240]
headline: «ΠΑΝΤΑΖΗΣ» bbox=[538, 666, 632, 686]
race-entry bbox=[704, 1723, 915, 1737]
cinema-entry: CINE JARDIN MIAMI SECRET INVASION καί HELP. bbox=[228, 498, 408, 525]
horse-name: 9 ΣΑΙΕΡ bbox=[932, 1765, 981, 1780]
horse-name: 4 ΜΠΕΛΛΑ bbox=[932, 1465, 999, 1480]
race-entry bbox=[933, 1751, 1144, 1765]
horse-name: 13 ΖΑΦΕΡ bbox=[476, 1708, 537, 1723]
horse-weight: 51 bbox=[672, 1451, 688, 1466]
race-title: 1η ΙΠΠΟΔΡΟΜΙΑ — ώρα 3.30 bbox=[476, 1327, 659, 1340]
race-entry bbox=[476, 1438, 687, 1452]
horse-name: 12 ΟΥΕΣΣΑΜ bbox=[476, 1694, 557, 1709]
race-block bbox=[476, 1327, 687, 1508]
horse-weight: 57,5 bbox=[890, 1606, 916, 1621]
horse-name: 5 ΑΝΤΑΡ ΝΕΟΣ bbox=[704, 1737, 798, 1752]
newspaper-title: «Ταχυδρόμος» Αιγύπτου bbox=[625, 3, 818, 25]
cinema-entry: NORMANDY — Τηλ. 861254 A DOUBLE TOUR (Ζάν Πώλ Μπελμοντό) καί THE SON OF CLEOPATRA. bbox=[228, 308, 408, 362]
horse-name: 3 ΤΟΦΡΑΓΚ bbox=[476, 1568, 547, 1583]
montaza-casino-ad: ΚΑΖΙΝΟ ΜΕΓΑΡΟΥ ΜΟΝΤΑΖΑΣ (Τηλ. 60000) Κάθε μέρα μέχρι πρωΐας. Αϊθουσα παιγνιδίων, Ρουλέττα, Καρτ, Σεμέν ντε φέρ, μπλάκτζακ. bbox=[228, 717, 464, 812]
headline: Η ΧΡΥΣΗ ΛΙΡΑ bbox=[532, 533, 638, 554]
race-title: 6η ΙΠΠΟΔΡΟΜΙΑ — ώρα 6.30 bbox=[932, 1397, 1116, 1411]
race-column bbox=[704, 1321, 922, 1793]
horse-name: 4 ΜΟΓΚΑΧΕΝΤ bbox=[476, 1395, 568, 1410]
race-block bbox=[933, 1626, 1144, 1793]
horse-name: 12 ΝΕΡΠΑΤΕΡ ΑΕ bbox=[704, 1634, 812, 1649]
horse-name: 13 ΝΤΑΚΙ ΤΑΧΑΝ bbox=[932, 1592, 1037, 1607]
horse-weight: 58 bbox=[901, 1578, 916, 1593]
races-columns bbox=[476, 1321, 1144, 1793]
race-entry bbox=[704, 1363, 915, 1377]
horse-weight: 63 bbox=[901, 1493, 916, 1508]
race-entry bbox=[476, 1424, 687, 1438]
horse-weight: 56 bbox=[1129, 1437, 1144, 1452]
horse-weight: 51,5 bbox=[1118, 1321, 1144, 1335]
race-entry bbox=[476, 1480, 687, 1494]
race-title: 4η ΙΠΠΟΔΡΟΜΙΑ — ώρα 5.15 bbox=[704, 1453, 888, 1467]
column-cinemas-cairo bbox=[228, 40, 464, 1070]
horse-name: 10 ΜΙΡΑΧΙΜΑ bbox=[932, 1550, 1017, 1565]
race-name: THE EDFINA STAKES bbox=[476, 1340, 611, 1354]
chronika-banner: ΧΡΟΝΙΚΑ bbox=[1156, 668, 1364, 704]
cinema-entry: ROYAL — Τηλ. 26329 THE SLENDER THREAD (Σίντνεϋ Πουατιέ, Αν Μπάνκροφτ). bbox=[228, 180, 430, 221]
news-banner-24h: ΕΛΛΗΝΙΚΟΝ 24ΩΡΟΝ bbox=[1156, 578, 1594, 616]
horse-weight: 58,5 bbox=[661, 1680, 688, 1695]
horse-weight: 55,5 bbox=[661, 1423, 688, 1438]
horse-weight: 55 bbox=[1129, 1522, 1144, 1536]
race-entry bbox=[933, 1363, 1144, 1377]
horse-weight: 57 bbox=[1129, 1694, 1144, 1709]
race-entry bbox=[933, 1606, 1144, 1620]
race-entry bbox=[704, 1349, 915, 1363]
horse-name: 11 ΑΝΤΑ ΙΓΚΤΙΝΑ bbox=[704, 1419, 813, 1434]
race-block bbox=[476, 1514, 687, 1737]
horse-weight: 55 bbox=[901, 1737, 916, 1752]
subhead: ΙΔΡΥΜΑΤΑ ΜΑΝΝΑΣ bbox=[1423, 193, 1552, 206]
headline: ΤΟ ΖΗΤΗΜΑ ΤΟΥ ΠΑΤΡΙΑΡΧΕΙΟΥ bbox=[706, 95, 973, 111]
horse-name: 1 ΜΠΑΚΡ bbox=[932, 1652, 991, 1667]
horse-weight: 55 bbox=[1129, 1493, 1144, 1508]
race-name: THE MAIDEN ARAB STAKES bbox=[476, 1527, 654, 1541]
horse-weight: 57 bbox=[901, 1620, 916, 1635]
horse-name: 9 ΓΚΑΖΑ bbox=[704, 1592, 757, 1607]
horse-name: 7 ΜΟΧΤΑΡΑΜ bbox=[476, 1624, 561, 1639]
column-rule bbox=[470, 40, 471, 1070]
horse-name: 9 ΝΤΕΦΑΝΣ bbox=[932, 1536, 1006, 1551]
cinema-entry: ALHAMBRA — Τηλ. 29043 GOLDFINGER (Σόν Κόνερυ) και JACK THE GIANT KILLER. bbox=[6, 240, 196, 280]
